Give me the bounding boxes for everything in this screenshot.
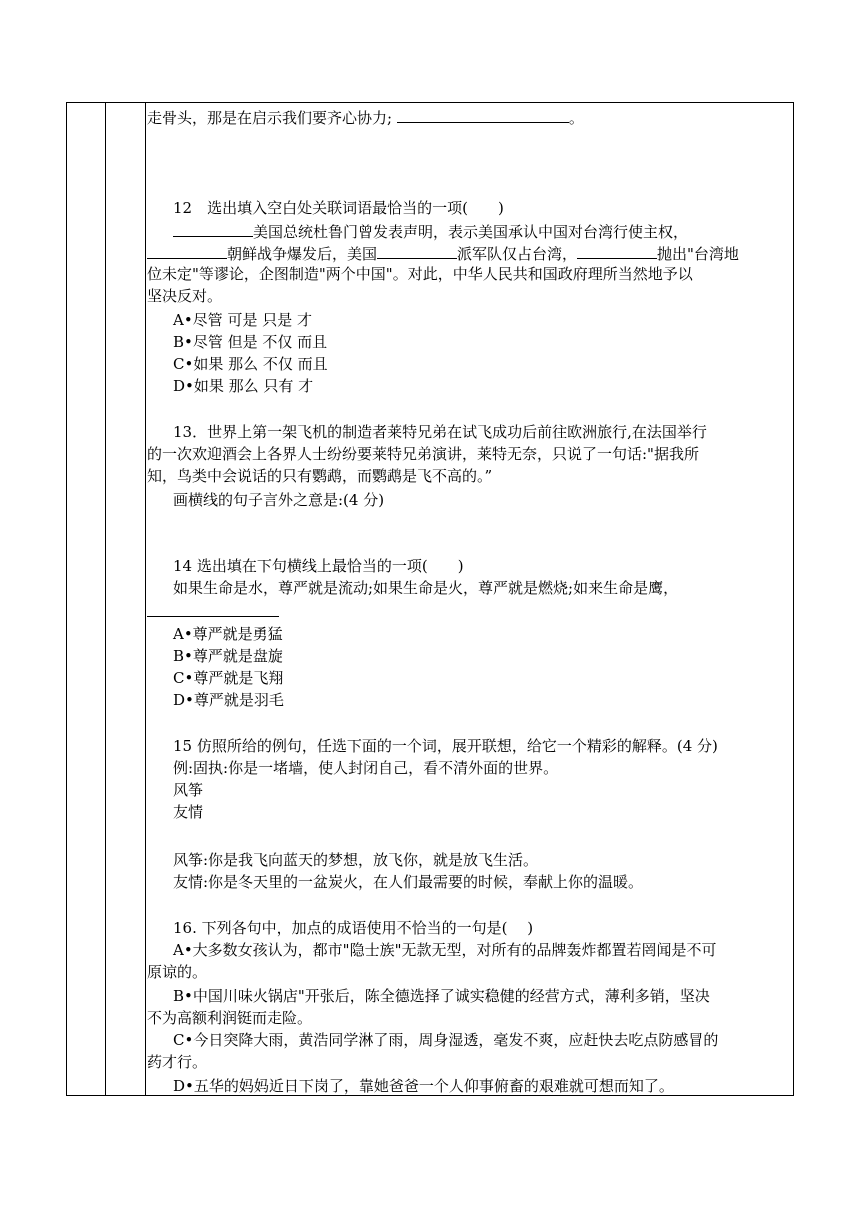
- continued-text: 走骨头，那是在启示我们要齐心协力;: [147, 109, 397, 127]
- column-divider: [105, 103, 106, 1095]
- q12-passage-text: 派军队仅占台湾，: [457, 245, 578, 263]
- answer-blank: [147, 600, 279, 617]
- answer-blank: [377, 242, 457, 259]
- q14-blank-line: [147, 600, 787, 623]
- q12-stem: 12 选出填入空白处关联词语最恰当的一项( ): [173, 199, 504, 217]
- answer-blank: [173, 220, 253, 237]
- q13-line: 13．世界上第一架飞机的制造者莱特兄弟在试飞成功后前往欧洲旅行,在法国举行: [173, 423, 707, 441]
- q12-passage-line: 位未定"等谬论，企图制造"两个中国"。对此，中华人民共和国政府理所当然地予以: [147, 265, 693, 283]
- q12-option-c: C•如果 那么 不仅 而且: [173, 355, 328, 373]
- q13-prompt: 画横线的句子言外之意是:(4 分): [173, 491, 385, 509]
- q14-option-b: B•尊严就是盘旋: [173, 647, 283, 665]
- q16-option-b-cont: 不为高额利润铤而走险。: [147, 1009, 313, 1027]
- q14-option-d: D•尊严就是羽毛: [173, 691, 284, 709]
- q15-answer-1: 风筝:你是我飞向蓝天的梦想，放飞你，就是放飞生活。: [173, 851, 539, 869]
- q16-option-c-cont: 药才行。: [147, 1053, 208, 1071]
- q16-option-d: D•五华的妈妈近日下岗了，靠她爸爸一个人仰事俯畜的艰难就可想而知了。: [173, 1077, 674, 1095]
- q12-passage-text: 美国总统杜鲁门曾发表声明，表示美国承认中国对台湾行使主权，: [253, 223, 689, 241]
- q14-option-a: A•尊严就是勇猛: [173, 625, 283, 643]
- q14-stem: 14 选出填在下句横线上最恰当的一项( ): [173, 557, 464, 575]
- q12-option-d: D•如果 那么 只有 才: [173, 377, 314, 395]
- continued-end: 。: [568, 109, 584, 127]
- q13-line: 的一次欢迎酒会上各界人士纷纷要莱特兄弟演讲，莱特无奈，只说了一句话:"据我所: [147, 445, 699, 463]
- q12-passage-text: 朝鲜战争爆发后，美国: [227, 245, 378, 263]
- q13-line: 知，鸟类中会说话的只有鹦鹉，而鹦鹉是飞不高的。”: [147, 467, 493, 485]
- q12-option-b: B•尽管 但是 不仅 而且: [173, 333, 328, 351]
- q16-option-c: C•今日突降大雨，黄浩同学淋了雨，周身湿透，毫发不爽，应赶快去吃点防感冒的: [173, 1031, 719, 1049]
- q12-passage-line: [147, 220, 787, 243]
- answer-blank: [577, 242, 657, 259]
- continued-line: [147, 106, 787, 129]
- q15-word-2: 友情: [173, 803, 204, 821]
- q12-passage-text: 抛出"台湾地: [657, 245, 739, 263]
- q12-passage-line: [147, 242, 787, 265]
- q14-sentence: 如果生命是水，尊严就是流动;如果生命是火，尊严就是燃烧;如来生命是鹰，: [173, 579, 679, 597]
- q16-option-b: B•中国川味火锅店"开张后，陈全德选择了诚实稳健的经营方式，薄利多销，坚决: [173, 987, 710, 1005]
- q15-answer-2: 友情:你是冬天里的一盆炭火，在人们最需要的时候，奉献上你的温暖。: [173, 873, 644, 891]
- q12-passage-line: 坚决反对。: [147, 287, 223, 305]
- q16-option-a: A•大多数女孩认为，都市"隐士族"无款无型，对所有的品牌轰炸都置若罔闻是不可: [173, 941, 717, 959]
- q14-option-c: C•尊严就是飞翔: [173, 669, 284, 687]
- q15-word-1: 风筝: [173, 781, 204, 799]
- q16-stem: 16. 下列各句中，加点的成语使用不恰当的一句是( ): [173, 919, 534, 937]
- column-divider: [145, 103, 146, 1095]
- answer-blank: [147, 242, 227, 259]
- q15-example: 例:固执:你是一堵墙，使人封闭自己，看不清外面的世界。: [173, 759, 559, 777]
- question-content-cell: [147, 103, 793, 1095]
- q15-stem: 15 仿照所给的例句，任选下面的一个词，展开联想，给它一个精彩的解释。(4 分): [173, 737, 718, 755]
- q12-option-a: A•尽管 可是 只是 才: [173, 311, 312, 329]
- question-table: [66, 102, 794, 1096]
- q16-option-a-cont: 原谅的。: [147, 963, 208, 981]
- answer-blank: [397, 106, 569, 123]
